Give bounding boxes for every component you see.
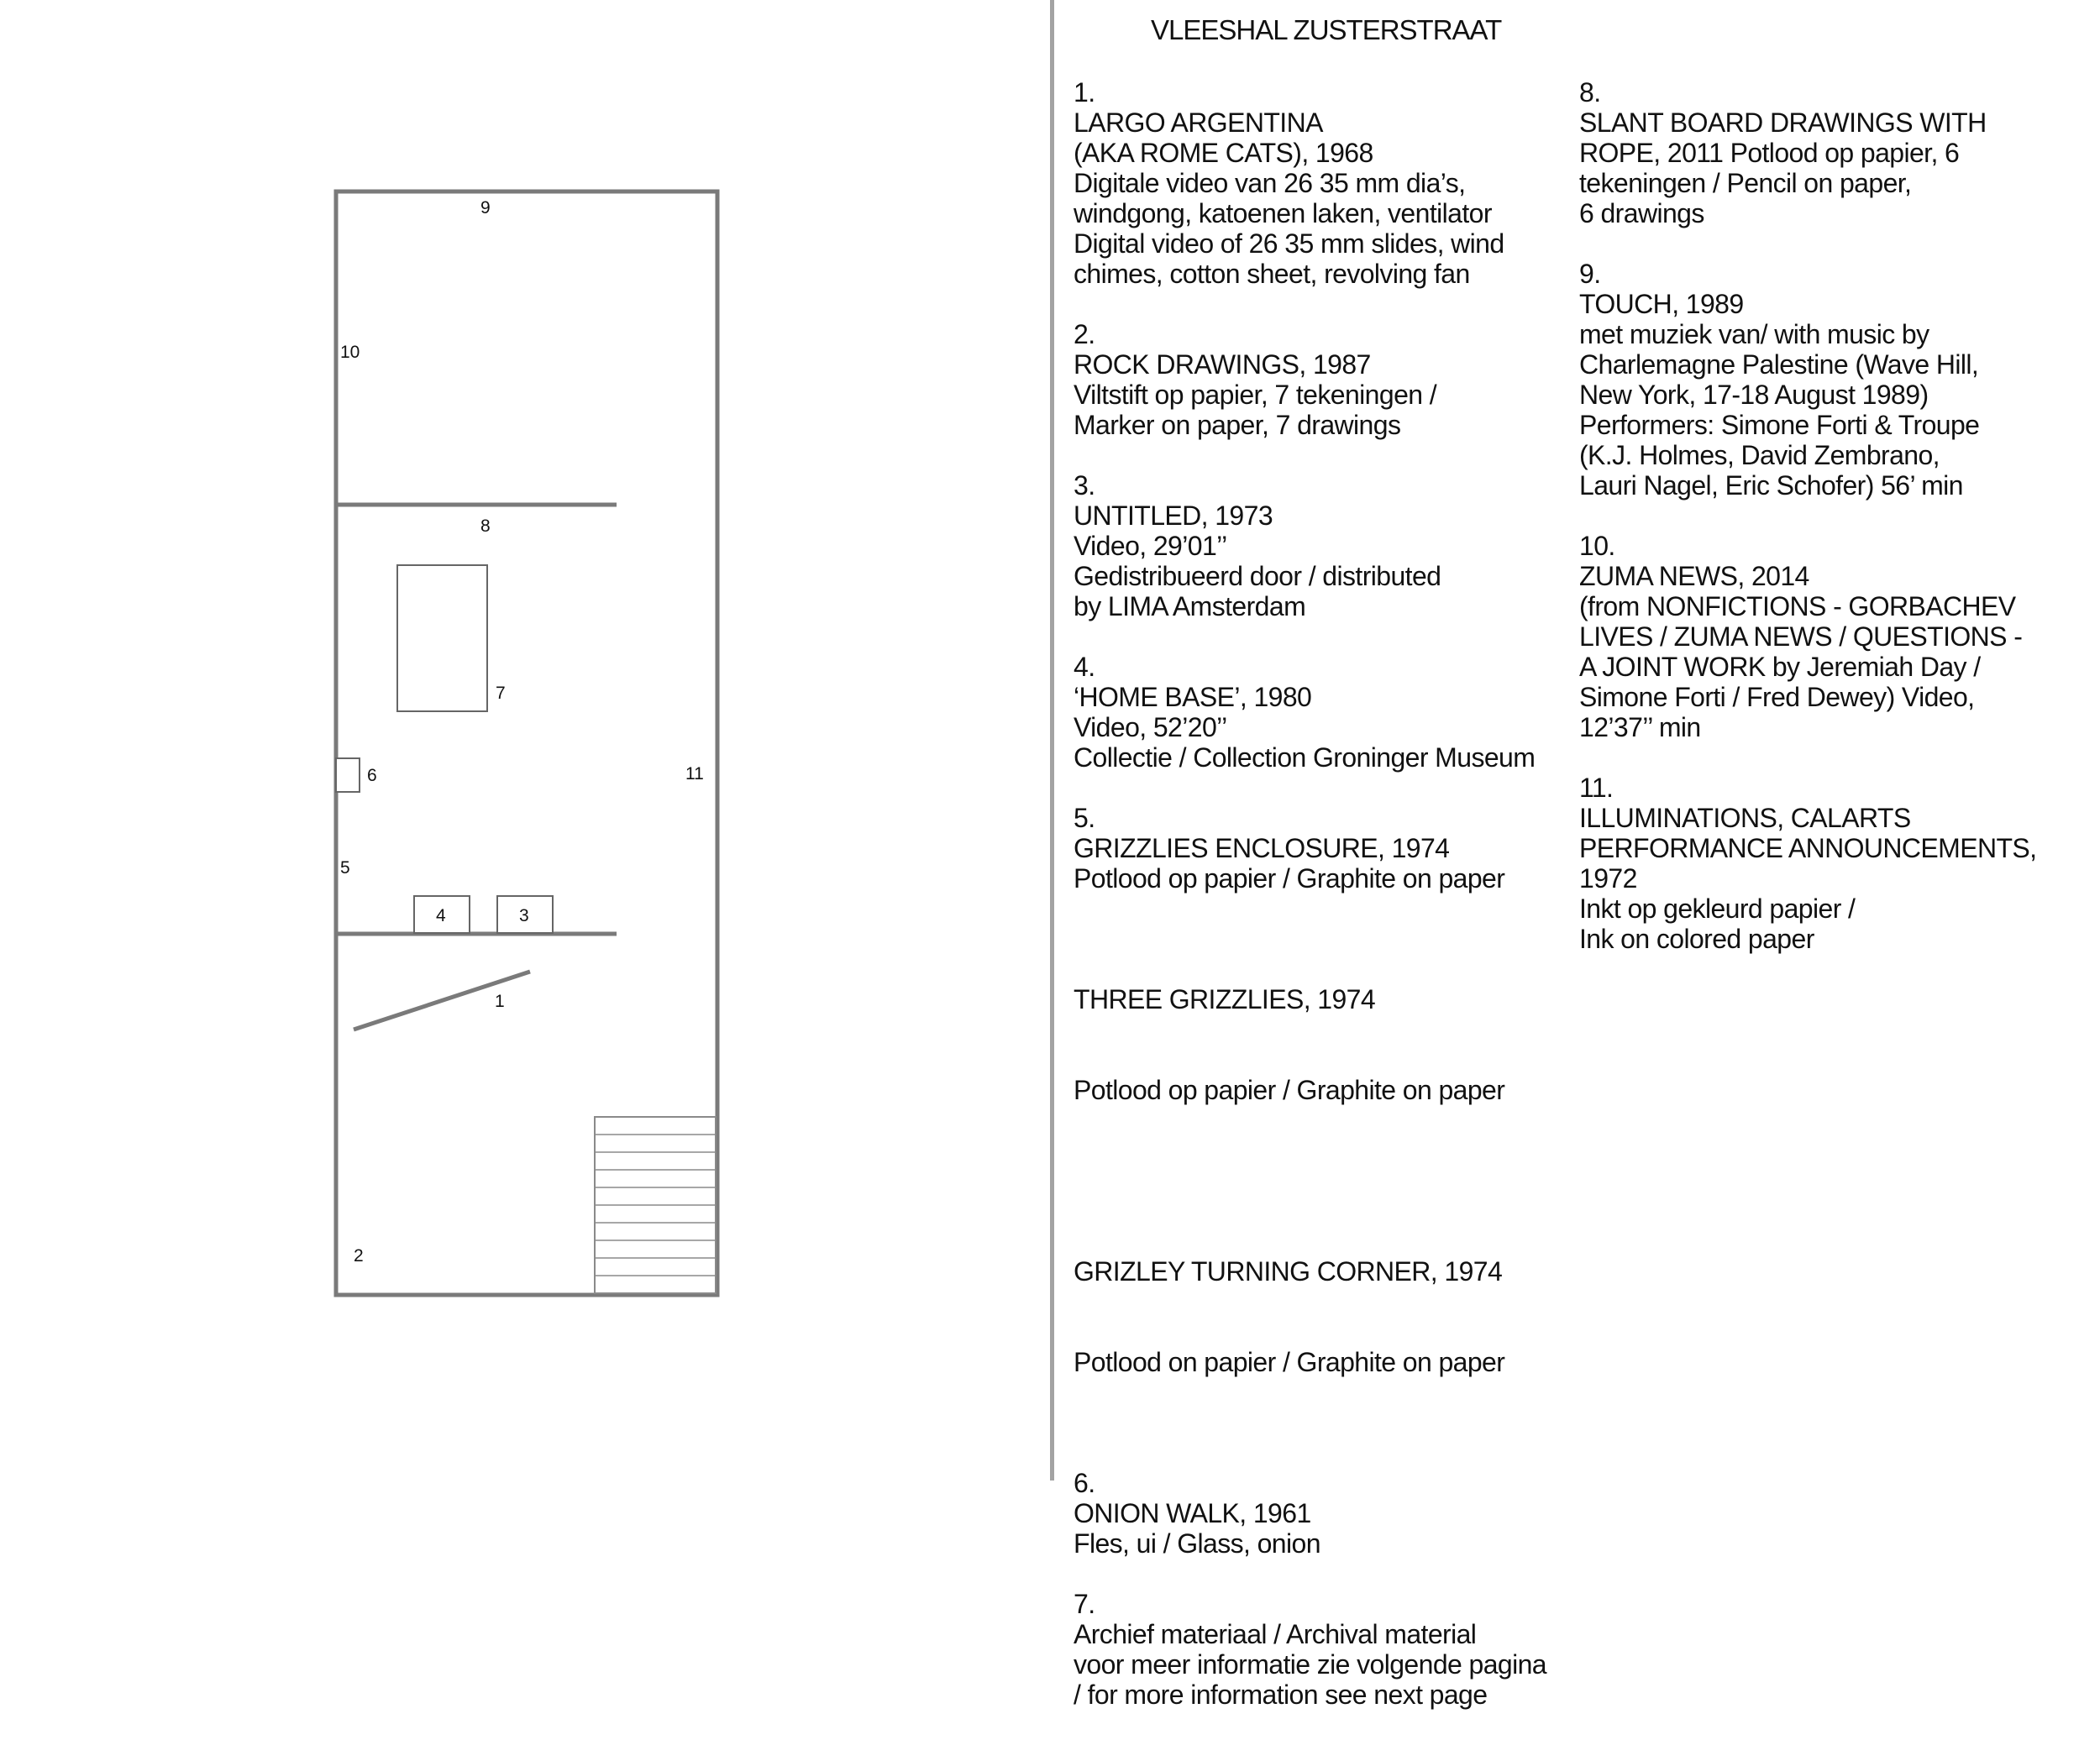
work-line: Viltstift op papier, 7 tekeningen / [1074,380,1437,410]
work-number: 2. [1074,319,1095,349]
work-number: 6. [1074,1468,1095,1498]
work-line: voor meer informatie zie volgende pagina [1074,1649,1547,1680]
work-line: Digital video of 26 35 mm slides, wind [1074,228,1504,259]
work-line: Inkt op gekleurd papier / [1579,894,1856,924]
work-line: 1972 [1579,863,1637,894]
work-line: Digitale video van 26 35 mm dia’s, [1074,168,1466,198]
plan-label-8: 8 [480,516,491,536]
plan-label-4: 4 [436,906,446,925]
work-line: ‘HOME BASE’, 1980 [1074,682,1312,712]
work-number: 7. [1074,1589,1095,1619]
plan-label-7: 7 [496,684,506,703]
work-line: ZUMA NEWS, 2014 [1579,561,1809,591]
work-line: Fles, ui / Glass, onion [1074,1528,1320,1559]
work-line: by LIMA Amsterdam [1074,591,1306,621]
work-line: GRIZZLIES ENCLOSURE, 1974 [1074,833,1450,863]
venue-title: VLEESHAL ZUSTERSTRAAT [1151,14,1502,45]
floor-plan [0,0,1050,1481]
work-line: / for more information see next page [1074,1680,1488,1710]
work-number: 8. [1579,77,1601,107]
work-line: Collectie / Collection Groninger Museum [1074,742,1536,773]
work-line: PERFORMANCE ANNOUNCEMENTS, [1579,833,2037,863]
work-line: ONION WALK, 1961 [1074,1498,1311,1528]
work-number: 3. [1074,470,1095,501]
work-line: New York, 17-18 August 1989) [1579,380,1929,410]
work-line: tekeningen / Pencil on paper, [1579,168,1912,198]
plan-label-10: 10 [340,343,360,362]
work-line: Simone Forti / Fred Dewey) Video, [1579,682,1975,712]
work-number: 10. [1579,531,1615,561]
work-line: Video, 52’20’’ [1074,712,1227,742]
work-line: ROCK DRAWINGS, 1987 [1074,349,1371,380]
work-line: GRIZLEY TURNING CORNER, 1974 [1074,1256,1503,1287]
works-column-2 [1579,77,2092,984]
plan-label-1: 1 [495,992,505,1011]
work-line: A JOINT WORK by Jeremiah Day / [1579,652,1981,682]
work-entry-1 [1074,77,1578,289]
work-line: 12’37’’ min [1579,712,1701,742]
plan-label-11: 11 [685,764,704,784]
work-entry-5 [1074,803,1578,1438]
work-line: LIVES / ZUMA NEWS / QUESTIONS - [1579,621,2023,652]
work-line: LARGO ARGENTINA [1074,107,1323,138]
work-entry-8 [1579,77,2092,228]
work-entry-9 [1579,259,2092,501]
work-line: Potlood op papier / Graphite on paper [1074,863,1505,894]
work-line: UNTITLED, 1973 [1074,501,1273,531]
works-column-1 [1074,77,1578,1740]
work-line: ROPE, 2011 Potlood op papier, 6 [1579,138,1960,168]
work-line: Lauri Nagel, Eric Schofer) 56’ min [1579,470,1963,501]
work-line: SLANT BOARD DRAWINGS WITH [1579,107,1987,138]
work-line: Charlemagne Palestine (Wave Hill, [1579,349,1979,380]
work-number: 11. [1579,773,1614,803]
work-line: Performers: Simone Forti & Troupe [1579,410,1980,440]
plan-label-5: 5 [340,858,350,878]
plan-label-9: 9 [480,198,491,218]
work-line: THREE GRIZZLIES, 1974 [1074,984,1376,1014]
work-line: Ink on colored paper [1579,924,1814,954]
work-number: 9. [1579,259,1601,289]
work-entry-11 [1579,773,2092,954]
plan-plinth-6 [336,758,360,792]
work-line: Archief materiaal / Archival material [1074,1619,1477,1649]
work-line: Video, 29’01’’ [1074,531,1227,561]
work-line: Marker on paper, 7 drawings [1074,410,1401,440]
plan-label-3: 3 [519,906,529,925]
work-entry-6 [1074,1468,1578,1559]
work-line: TOUCH, 1989 [1579,289,1744,319]
work-line: met muziek van/ with music by [1579,319,1929,349]
work-number: 4. [1074,652,1095,682]
plan-label-2: 2 [354,1246,364,1266]
work-line: 6 drawings [1579,198,1704,228]
work-entry-2 [1074,319,1578,440]
work-line: (from NONFICTIONS - GORBACHEV [1579,591,2016,621]
work-sub-entry [1074,924,1578,1166]
work-entry-7 [1074,1589,1578,1710]
work-number: 5. [1074,803,1095,833]
work-line: chimes, cotton sheet, revolving fan [1074,259,1470,289]
work-sub-entry [1074,1196,1578,1438]
work-line: Potlood on papier / Graphite on paper [1074,1347,1505,1377]
work-line: Gedistribueerd door / distributed [1074,561,1441,591]
plan-stairs [595,1117,716,1293]
work-line: windgong, katoenen laken, ventilator [1074,198,1492,228]
work-line: (AKA ROME CATS), 1968 [1074,138,1373,168]
work-entry-3 [1074,470,1578,621]
work-entry-10 [1579,531,2092,742]
work-line: Potlood op papier / Graphite on paper [1074,1075,1505,1105]
work-line: ILLUMINATIONS, CALARTS [1579,803,1911,833]
plan-label-6: 6 [367,766,377,785]
work-line: (K.J. Holmes, David Zembrano, [1579,440,1940,470]
work-number: 1. [1074,77,1095,107]
plan-table-7 [397,565,487,711]
work-entry-4 [1074,652,1578,773]
